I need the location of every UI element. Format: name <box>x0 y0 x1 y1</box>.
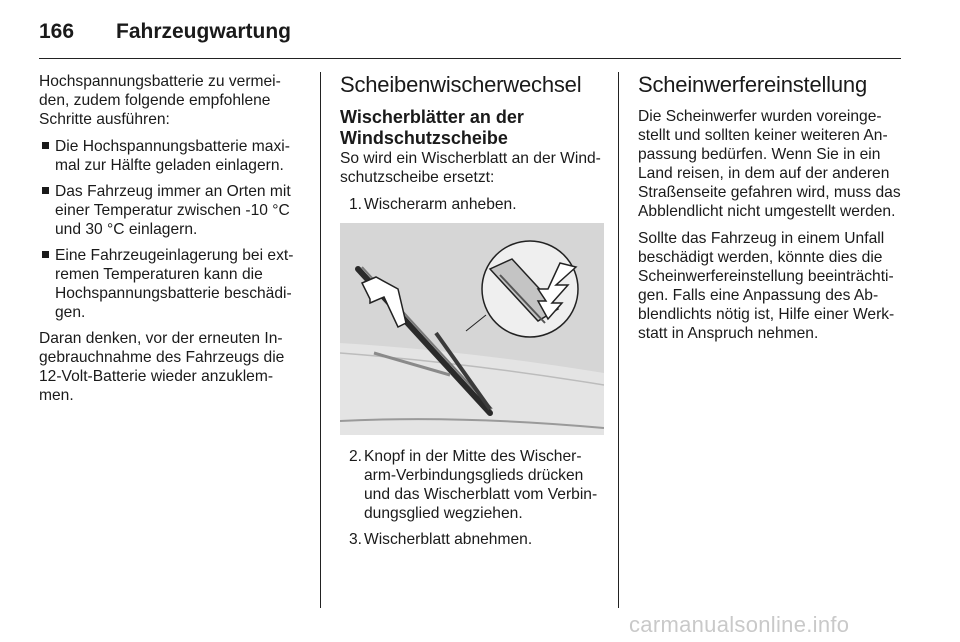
wiper-illustration <box>340 223 604 435</box>
bullet-item: Das Fahrzeug immer an Orten mit einer Temperatur zwischen -10 °C und 30 °C einlagern. <box>39 182 307 239</box>
wiper-intro: So wird ein Wischerblatt an der Wind-schutzscheibe ersetzt: <box>340 150 601 186</box>
bullet-square-icon <box>42 142 49 149</box>
wiper-arm-illustration <box>340 223 604 435</box>
column-left <box>39 72 307 413</box>
section-title-headlight: Scheinwerfereinstellung <box>638 72 867 97</box>
intro-paragraph: Hochspannungsbatterie zu vermei-den, zudem folgende empfohlene Schritte ausführen: <box>39 73 281 128</box>
step-item: 1. Wischerarm anheben. <box>349 196 517 213</box>
column-divider <box>320 72 321 608</box>
bullet-square-icon <box>42 251 49 258</box>
page-number: 166 <box>39 20 75 43</box>
wiper-steps-continued <box>340 447 604 549</box>
wiper-steps <box>340 195 604 214</box>
column-middle <box>340 72 604 556</box>
watermark: carmanualsonline.info <box>629 612 850 637</box>
step-item: 2. Knopf in der Mitte des Wischer-arm-Verbindungsglieds drücken und das Wischerblatt vom Verbin-dungsglied wegziehen. <box>349 448 598 522</box>
bullet-item: Eine Fahrzeugeinlagerung bei ext-remen Temperaturen kann die Hochspannungsbatterie beschädi-gen. <box>39 246 307 322</box>
section-title-wiper: Scheibenwischerwechsel <box>340 72 582 97</box>
storage-bullet-list <box>39 137 307 322</box>
chapter-title: Fahrzeugwartung <box>116 20 292 43</box>
subsection-title-line1: Wischerblätter an der <box>340 107 524 127</box>
subsection-title-line2: Windschutzscheibe <box>340 128 508 148</box>
column-right <box>638 72 904 351</box>
bullet-square-icon <box>42 187 49 194</box>
outro-paragraph: Daran denken, vor der erneuten In-gebrauchnahme des Fahrzeugs die 12-Volt-Batterie wieder anzuklem-men. <box>39 330 285 404</box>
step-item: 3. Wischerblatt abnehmen. <box>349 531 533 548</box>
headlight-paragraph-2: Sollte das Fahrzeug in einem Unfall beschädigt werden, könnte dies die Scheinwerfereinstellung beeinträchti-gen. Falls eine Anpassung des Ab-blendlichts nötig ist, Hilfe einer Werk-statt in Anspruch nehmen. <box>638 230 895 342</box>
column-divider <box>618 72 619 608</box>
bullet-item: Die Hochspannungsbatterie maxi-mal zur Hälfte geladen einlagern. <box>39 137 307 175</box>
page-header <box>39 14 901 59</box>
headlight-paragraph-1: Die Scheinwerfer wurden voreinge-stellt und sollten keiner weiteren An-passung bedürfen. Wenn Sie in ein Land reisen, in dem auf der anderen Straßenseite gefahren wird, muss das Abblendlicht nicht umgestellt werden. <box>638 108 901 220</box>
